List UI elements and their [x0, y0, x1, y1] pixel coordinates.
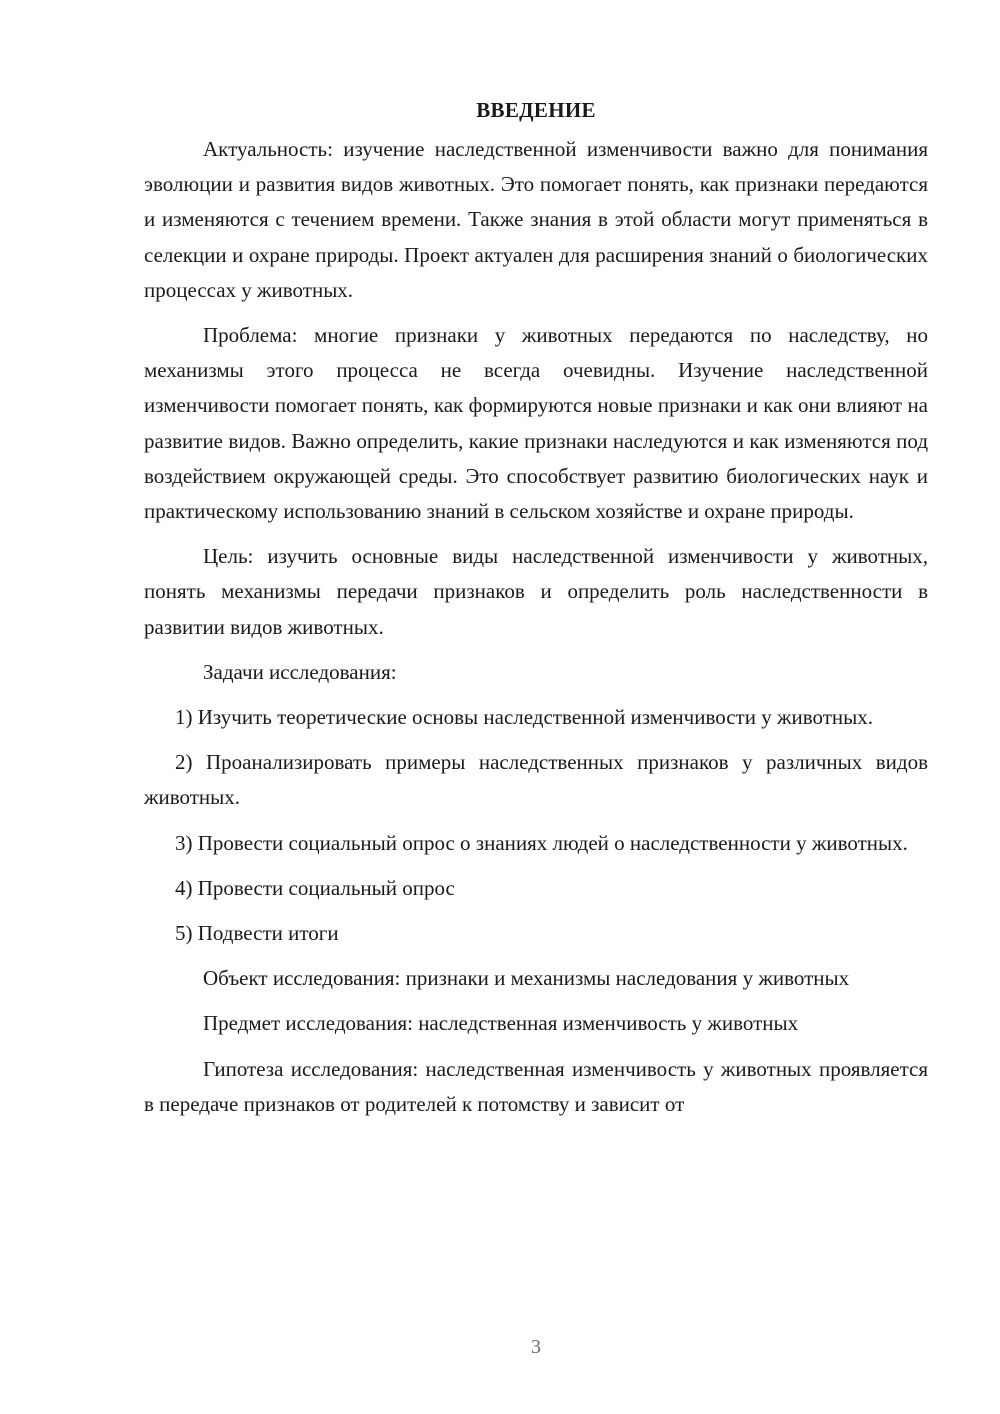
tasks-heading: Задачи исследования: [203, 659, 397, 684]
task-item-4: 4) Провести социальный опрос [175, 875, 455, 900]
task-item-5: 5) Подвести итоги [175, 921, 339, 946]
page-content [144, 92, 928, 1132]
task-item-2: 2) Проанализировать примеры наследственных признаков у различных видов животных. [144, 750, 928, 810]
hypothesis-paragraph: Гипотеза исследования: наследственная изменчивость у животных проявляется в передаче признаков от родителей к потомству и зависит от [144, 1056, 928, 1116]
page-title: ВВЕДЕНИЕ [476, 98, 596, 122]
problem-paragraph: Проблема: многие признаки у животных передаются по наследству, но механизмы этого процесса не всегда очевидны. Изучение наследственной изменчивости помогает понять, как формируются новые признаки и как они влияют на развитие видов. Важно определить, какие признаки наследуются и как изменяются под воздействием окружающей среды. Это способствует развитию биологических наук и практическому использованию знаний в сельском хозяйстве и охране природы. [144, 323, 928, 524]
page-number: 3 [531, 1336, 541, 1358]
relevance-paragraph: Актуальность: изучение наследственной изменчивости важно для понимания эволюции и развития видов животных. Это помогает понять, как признаки передаются и изменяются с течением времени. Также знания в этой области могут применяться в селекции и охране природы. Проект актуален для расширения знаний о биологических процессах у животных. [144, 137, 928, 302]
research-subject-paragraph: Предмет исследования: наследственная изменчивость у животных [203, 1011, 799, 1036]
research-object-paragraph: Объект исследования: признаки и механизмы наследования у животных [203, 966, 850, 991]
task-item-3: 3) Провести социальный опрос о знаниях людей о наследственности у животных. [175, 830, 908, 855]
task-item-1: 1) Изучить теоретические основы наследственной изменчивости у животных. [175, 705, 873, 730]
goal-paragraph: Цель: изучить основные виды наследственной изменчивости у животных, понять механизмы передачи признаков и определить роль наследственности в развитии видов животных. [144, 544, 928, 639]
